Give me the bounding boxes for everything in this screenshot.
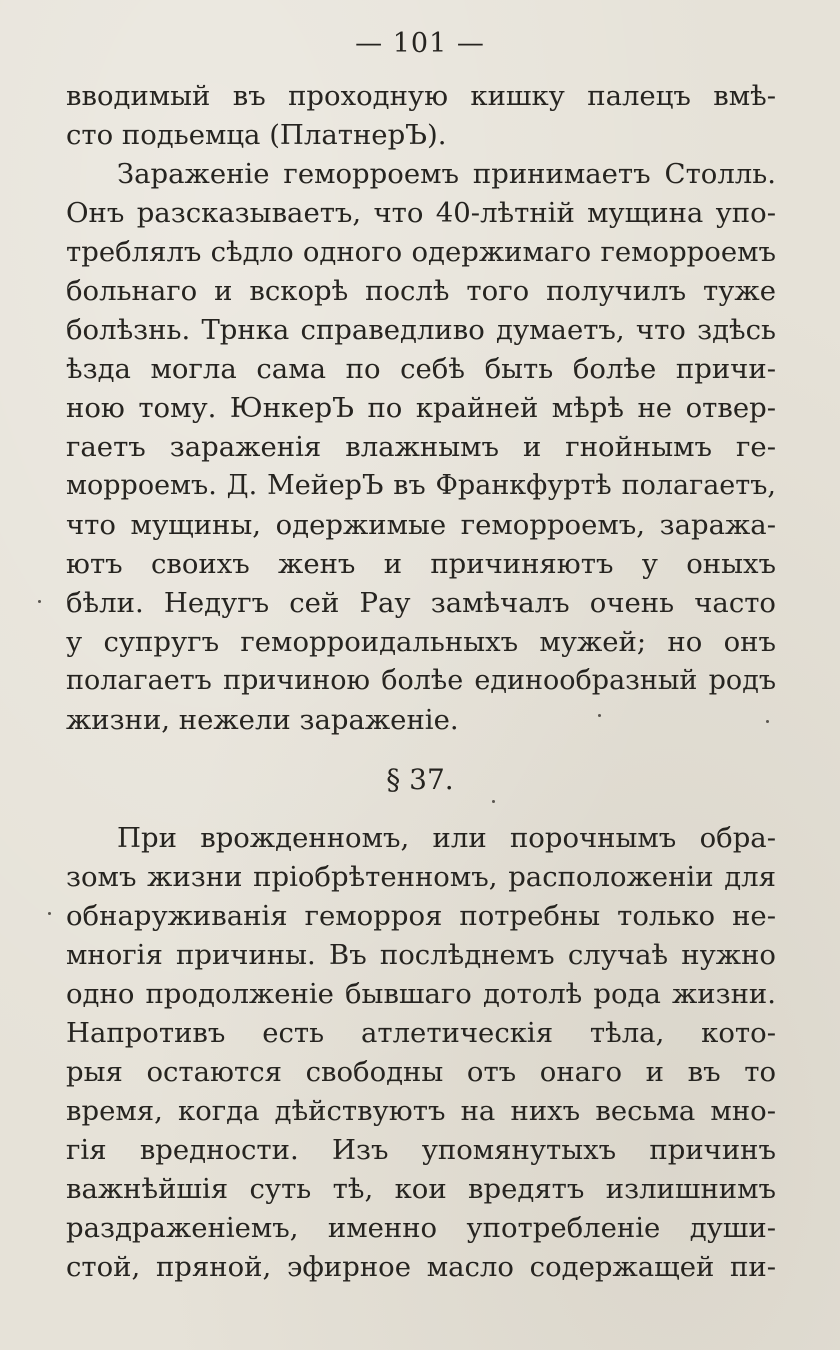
text-line: морроемъ. Д. МейерЪ въ Франкфуртѣ полагаетъ, (66, 470, 776, 501)
text-line: ною тому. ЮнкерЪ по крайней мѣрѣ не отвер- (66, 392, 776, 424)
text-line: зомъ жизни пріобрѣтенномъ, расположеніи для (66, 861, 776, 893)
text-line: рыя остаются свободны отъ онаго и въ то (66, 1056, 776, 1088)
page-number: — 101 — (355, 28, 485, 59)
text-line: При врожденномъ, или порочнымъ обра- (117, 822, 776, 854)
text-line: Зараженіе геморроемъ принимаетъ Столль. (117, 158, 776, 190)
text-line: гія вредности. Изъ упомянутыхъ причинъ (66, 1134, 776, 1166)
paper-speck (766, 720, 769, 723)
text-line: вводимый въ проходную кишку палецъ вмѣ- (66, 80, 776, 112)
text-line: у супругъ геморроидальныхъ мужей; но онъ (66, 626, 776, 658)
text-line: время, когда дѣйствуютъ на нихъ весьма мно- (66, 1095, 776, 1127)
paper-speck (598, 714, 601, 717)
text-line: стой, пряной, эфирное масло содержащей пи- (66, 1251, 776, 1283)
text-line: гаетъ зараженія влажнымъ и гнойнымъ ге- (66, 431, 776, 463)
text-line: обнаруживанія геморроя потребны только не- (66, 900, 776, 932)
text-line: раздраженіемъ, именно употребленіе души- (66, 1212, 776, 1244)
text-line: бѣли. Недугъ сей Рау замѣчалъ очень часто (66, 587, 776, 619)
text-line: одно продолженіе бывшаго дотолѣ рода жизни. (66, 978, 776, 1010)
text-line: полагаетъ причиною болѣе единообразный родъ (66, 665, 776, 696)
text-line: сто подьемца (ПлатнерЪ). (66, 119, 447, 151)
paper-speck (48, 912, 51, 915)
paper-speck (38, 600, 41, 603)
text-line: болѣзнь. Трнка справедливо думаетъ, что здѣсь (66, 314, 776, 346)
text-line: что мущины, одержимые геморроемъ, заража- (66, 509, 776, 541)
text-line: ютъ своихъ женъ и причиняютъ у оныхъ (66, 548, 776, 580)
paper-speck (492, 800, 495, 803)
text-line: Онъ разсказываетъ, что 40-лѣтній мущина упо- (66, 197, 776, 229)
text-line: Напротивъ есть атлетическія тѣла, кото- (66, 1017, 776, 1049)
text-line: треблялъ сѣдло одного одержимаго геморроемъ (66, 236, 776, 268)
text-line: многія причины. Въ послѣднемъ случаѣ нужно (66, 939, 776, 971)
section-heading: § 37. (386, 763, 454, 796)
text-line: важнѣйшія суть тѣ, кои вредятъ излишнимъ (66, 1173, 776, 1205)
text-line: ѣзда могла сама по себѣ быть болѣе причи- (66, 353, 776, 385)
text-line: жизни, нежели зараженіе. (66, 704, 459, 736)
text-line: больнаго и вскорѣ послѣ того получилъ тужe (66, 275, 776, 307)
